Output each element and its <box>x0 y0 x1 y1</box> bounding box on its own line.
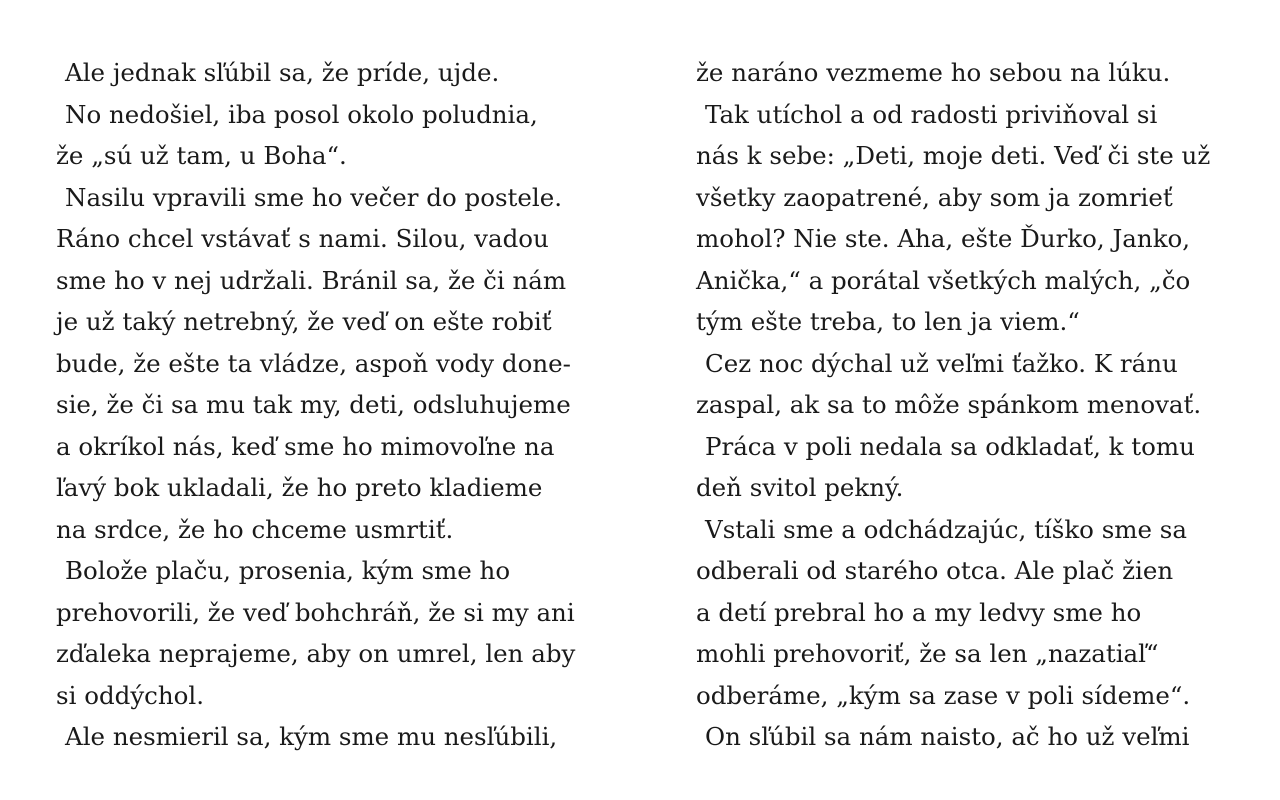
text-line: prehovorili, že veď bohchráň, že si my ani <box>56 597 575 627</box>
text-line: všetky zaopatrené, aby som ja zomrieť <box>696 182 1173 212</box>
text-line: na srdce, že ho chceme usmrtiť. <box>56 514 454 544</box>
text-line: mohol? Nie ste. Aha, ešte Ďurko, Janko, <box>696 224 1191 253</box>
text-line: zaspal, ak sa to môže spánkom menovať. <box>696 390 1202 419</box>
text-line: Vstali sme a odchádzajúc, tíško sme sa <box>705 514 1187 544</box>
text-line: nás k sebe: „Deti, moje deti. Veď či ste už <box>696 141 1211 170</box>
text-line: odberali od starého otca. Ale plač žien <box>696 556 1174 585</box>
text-line: deň svitol pekný. <box>696 473 904 502</box>
text-line: že naráno vezmeme ho sebou na lúku. <box>696 58 1171 87</box>
text-line: Ale jednak sľúbil sa, že príde, ujde. <box>65 58 500 87</box>
text-line: sie, že či sa mu tak my, deti, odsluhujeme <box>56 390 571 419</box>
text-line: Ale nesmieril sa, kým sme mu nesľúbili, <box>65 722 558 751</box>
text-line: ľavý bok ukladali, že ho preto kladieme <box>56 473 543 502</box>
left-page-column <box>56 52 616 758</box>
text-line: že „sú už tam, u Boha“. <box>56 141 347 170</box>
text-line: tým ešte treba, to len ja viem.“ <box>696 307 1080 336</box>
text-line: sme ho v nej udržali. Bránil sa, že či nám <box>56 265 567 295</box>
text-line: Cez noc dýchal už veľmi ťažko. K ránu <box>705 348 1178 378</box>
text-line: Anička,“ a porátal všetkých malých, „čo <box>696 265 1191 295</box>
text-line: Tak utíchol a od radosti priviňoval si <box>705 99 1158 129</box>
text-line: Ráno chcel vstávať s nami. Silou, vadou <box>56 224 549 253</box>
text-line: a detí prebral ho a my ledvy sme ho <box>696 597 1142 627</box>
text-line: si oddýchol. <box>56 680 205 710</box>
text-line: Bolože plaču, prosenia, kým sme ho <box>65 556 511 585</box>
text-line: Práca v poli nedala sa odkladať, k tomu <box>705 431 1195 461</box>
text-line: mohli prehovoriť, že sa len „nazatiaľ“ <box>696 639 1159 668</box>
text-line: On sľúbil sa nám naisto, ač ho už veľmi <box>705 722 1190 751</box>
text-line: odberáme, „kým sa zase v poli sídeme“. <box>696 680 1191 710</box>
text-line: bude, že ešte ta vládze, aspoň vody done- <box>56 348 571 378</box>
right-page-column <box>696 52 1256 758</box>
text-line: No nedošiel, iba posol okolo poludnia, <box>65 99 538 129</box>
text-line: a okríkol nás, keď sme ho mimovoľne na <box>56 431 555 461</box>
text-line: je už taký netrebný, že veď on ešte robiť <box>56 307 552 336</box>
text-line: zďaleka neprajeme, aby on umrel, len aby <box>56 639 576 668</box>
text-line: Nasilu vpravili sme ho večer do postele. <box>65 182 562 212</box>
